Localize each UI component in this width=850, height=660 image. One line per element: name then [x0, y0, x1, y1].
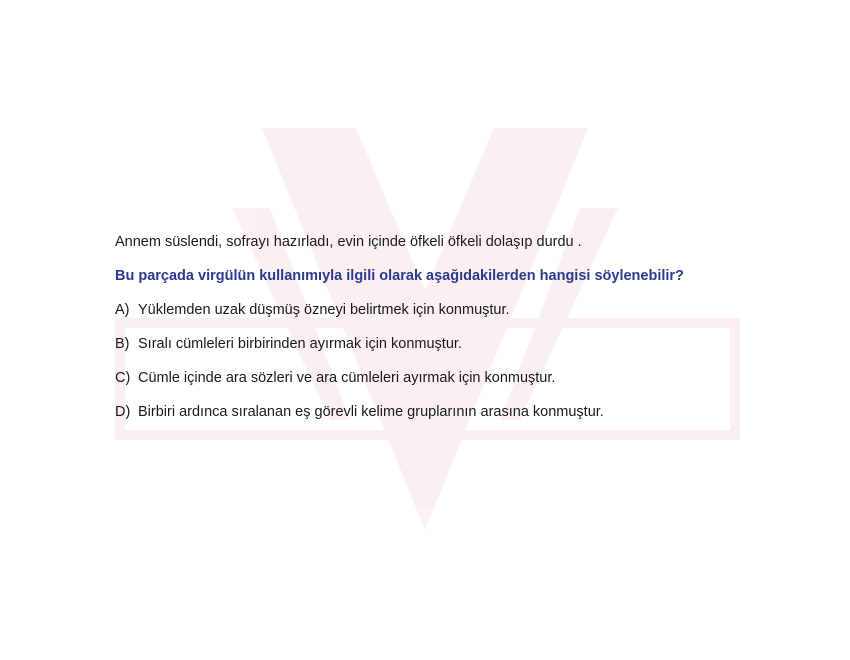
option-text: Cümle içinde ara sözleri ve ara cümleleri ayırmak için konmuştur.	[138, 370, 556, 386]
option-letter: D)	[115, 404, 131, 420]
option-c[interactable]	[115, 368, 755, 402]
option-text: Yüklemden uzak düşmüş özneyi belirtmek için konmuştur.	[138, 302, 510, 318]
option-b[interactable]	[115, 334, 755, 368]
option-text: Birbiri ardınca sıralanan eş görevli kelime gruplarının arasına konmuştur.	[138, 404, 604, 420]
option-letter: C)	[115, 370, 131, 386]
option-letter: B)	[115, 336, 130, 352]
passage-text: Annem süslendi, sofrayı hazırladı, evin içinde öfkeli öfkeli dolaşıp durdu .	[115, 234, 582, 250]
option-text: Sıralı cümleleri birbirinden ayırmak için konmuştur.	[138, 336, 462, 352]
question-block	[115, 232, 755, 436]
question-text: Bu parçada virgülün kullanımıyla ilgili olarak aşağıdakilerden hangisi söylenebilir?	[115, 268, 684, 284]
option-a[interactable]	[115, 300, 755, 334]
option-d[interactable]	[115, 402, 755, 436]
option-letter: A)	[115, 302, 130, 318]
